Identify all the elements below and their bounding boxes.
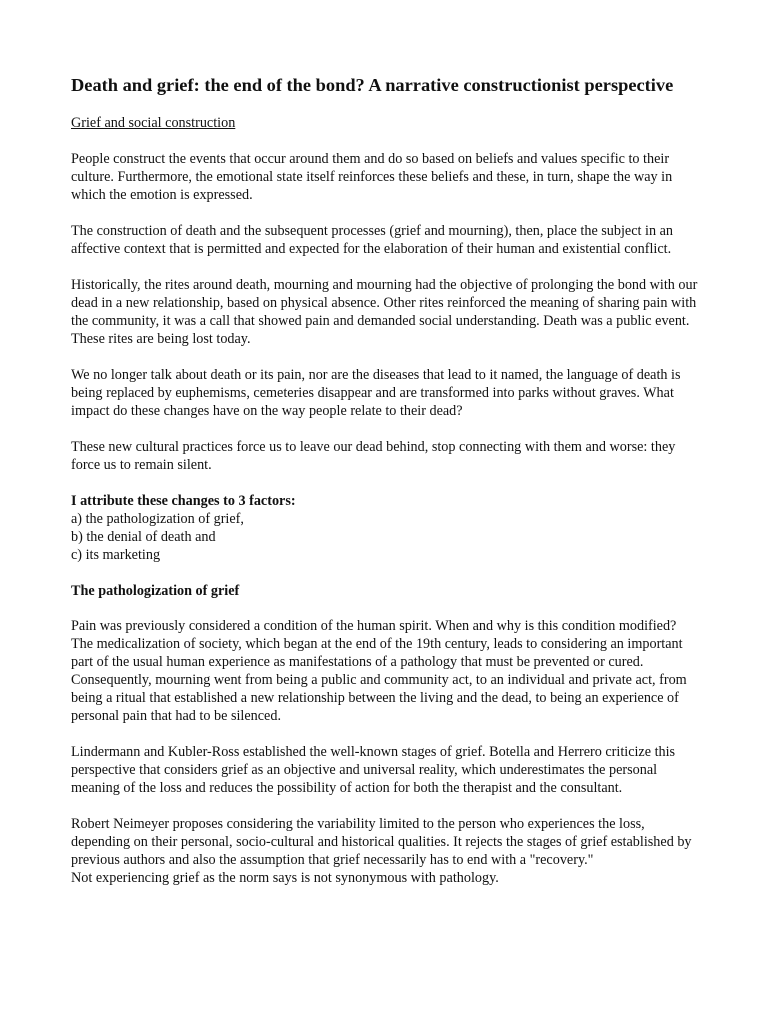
document-title: Death and grief: the end of the bond? A narrative constructionist perspective (71, 75, 674, 95)
document-page (71, 73, 701, 905)
paragraph: Robert Neimeyer proposes considering the variability limited to the person who experiences the loss, depending on their personal, socio-cultural and historical qualities. It rejects the stages of grief established by previous authors and also the assumption that grief necessarily has to end with a "recovery." (71, 816, 692, 868)
paragraph: People construct the events that occur around them and do so based on beliefs and values specific to their culture. Furthermore, the emotional state itself reinforces these beliefs and these, in turn, shape the way in which the emotion is expressed. (71, 151, 673, 203)
list-item: a) the pathologization of grief, (71, 511, 244, 527)
subheading: Grief and social construction (71, 115, 236, 131)
section-heading: The pathologization of grief (71, 583, 240, 599)
closing-line: Not experiencing grief as the norm says is not synonymous with pathology. (71, 870, 499, 886)
paragraph: We no longer talk about death or its pain, nor are the diseases that lead to it named, the language of death is being replaced by euphemisms, cemeteries disappear and are transformed into parks without graves. What impact do these changes have on the way people relate to their dead? (71, 367, 681, 419)
factors-title: I attribute these changes to 3 factors: (71, 493, 296, 509)
paragraph: Historically, the rites around death, mourning and mourning had the objective of prolonging the bond with our dead in a new relationship, based on physical absence. Other rites reinforced the meaning of sharing pain with the community, it was a call that showed pain and demanded social understanding. Death was a public event. These rites are being lost today. (71, 277, 698, 347)
paragraph: The construction of death and the subsequent processes (grief and mourning), then, place the subject in an affective context that is permitted and expected for the elaboration of their human and existential conflict. (71, 223, 673, 257)
paragraph: Lindermann and Kubler-Ross established the well-known stages of grief. Botella and Herrero criticize this perspective that considers grief as an objective and universal reality, which underestimates the personal meaning of the loss and reduces the possibility of action for both the therapist and the consultant. (71, 744, 676, 796)
list-item: b) the denial of death and (71, 529, 216, 545)
factors-block (71, 492, 701, 564)
paragraph: These new cultural practices force us to leave our dead behind, stop connecting with them and worse: they force us to remain silent. (71, 439, 676, 473)
factors-list (71, 510, 701, 564)
list-item: c) its marketing (71, 547, 161, 563)
paragraph: Pain was previously considered a condition of the human spirit. When and why is this condition modified? The medicalization of society, which began at the end of the 19th century, leads to considering an important part of the usual human experience as manifestations of a pathology that must be prevented or cured. Consequently, mourning went from being a public and community act, to an individual and private act, from being a ritual that established a new relationship between the living and the dead, to being an experience of personal pain that had to be silenced. (71, 618, 687, 724)
